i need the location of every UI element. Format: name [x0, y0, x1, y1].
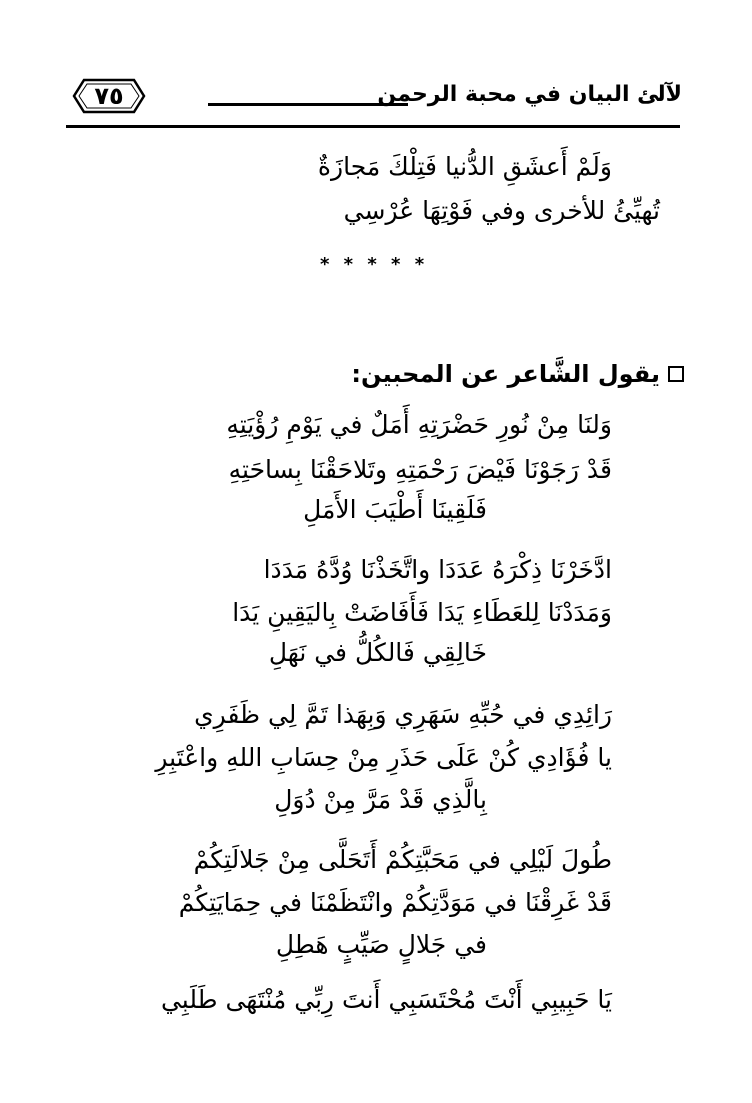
opening-verse-1: وَلَمْ أَعشَقِ الدُّنيا فَتِلْكَ مَجازَةٌ: [317, 152, 612, 181]
book-title: لآلئ البيان في محبة الرحمن: [377, 82, 682, 107]
verse-line: خَالِقِي فَالكُلُّ في نَهَلِ: [268, 638, 487, 667]
verse-line: ادَّخَرْنَا ذِكْرَهُ عَدَدَا واتَّخَذْنَا وُدَّهُ مَدَدَا: [263, 555, 612, 584]
verse-line: وَلنَا مِنْ نُورِ حَضْرَتِهِ أَمَلٌ في يَوْمِ رُؤْيَتِهِ: [226, 410, 612, 439]
page-number: ٧٥: [94, 82, 124, 110]
verse-line: في جَلالٍ صَيِّبٍ هَطِلِ: [275, 930, 487, 959]
section-heading-text: يقول الشَّاعر عن المحبين:: [351, 360, 660, 388]
header-divider: [66, 125, 680, 128]
section-heading: [351, 360, 684, 388]
verse-line: وَمَدَدْنَا لِلعَطَاءِ يَدَا فَأَفَاضَتْ بِاليَقِينِ يَدَا: [232, 598, 612, 627]
verse-line: رَائِدِي في حُبِّهِ سَهَرِي وَبِهَذا تَمَّ لِي ظَفَرِي: [194, 700, 612, 729]
checkbox-bullet-icon: [668, 366, 684, 382]
verse-line: بِالَّذِي قَدْ مَرَّ مِنْ دُوَلِ: [274, 785, 487, 814]
verse-line: طُولَ لَيْلِي في مَحَبَّتِكُمْ أَتَحَلَّى مِنْ جَلالَتِكُمْ: [193, 845, 612, 874]
verse-line: يَا حَبِيبِي أَنْتَ مُحْتَسَبِي أَنتَ رِبِّي مُنْتَهَى طَلَبِي: [160, 985, 612, 1014]
verse-line: قَدْ رَجَوْنَا فَيْضَ رَحْمَتِهِ وتَلاحَقْنَا بِساحَتِهِ: [228, 455, 612, 484]
verse-line: فَلَقِينَا أَطْيَبَ الأَمَلِ: [303, 495, 487, 524]
verse-line: قَدْ غَرِقْنَا في مَوَدَّتِكُمْ وانْتَظَمْنَا في حِمَايَتِكُمْ: [178, 888, 612, 917]
verse-line: يا فُؤَادِي كُنْ عَلَى حَذَرِ مِنْ حِسَابِ اللهِ واعْتَبِرِ: [155, 743, 612, 772]
section-separator: * * * * *: [320, 254, 429, 275]
page-header: [0, 0, 752, 140]
opening-verse-2: تُهيِّئُ للأخرى وفي فَوْتِهَا عُرْسِي: [343, 196, 660, 225]
page-number-badge: [72, 76, 146, 116]
